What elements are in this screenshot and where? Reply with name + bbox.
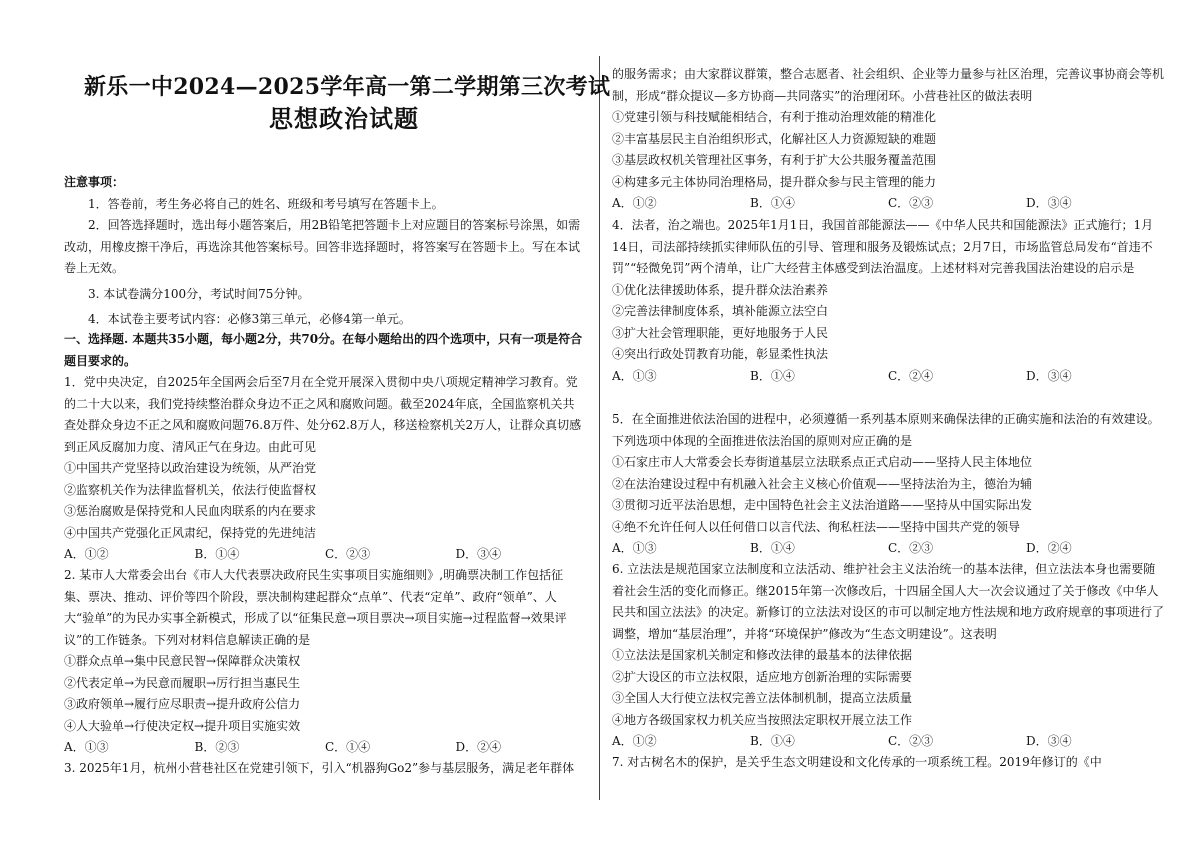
- notice-heading: 注意事项：: [64, 175, 125, 189]
- question-5-statement-1: ①石家庄市人大常委会长寿街道基层立法联系点正式启动——坚持人民主体地位: [612, 455, 1033, 469]
- notice-item-3: 3. 本试卷满分100分，考试时间75分钟。: [88, 286, 310, 301]
- question-5-statement-2: ②在法治建设过程中有机融入社会主义核心价值观——坚持法治为主，德治为辅: [612, 476, 1033, 491]
- question-1-options: [64, 544, 586, 566]
- question-5-stem: 5．在全面推进依法治国的进程中，必须遵循一系列基本原则来确保法律的正确实施和法治的有效建设。下列选项中体现的全面推进依法治国的原则对应正确的是: [612, 412, 1160, 448]
- question-4-options: [612, 366, 1164, 388]
- question-5-options: [612, 538, 1164, 560]
- question-1-stem: 1．党中央决定，自2025年全国两会后至7月在全党开展深入贯彻中央八项规定精神学习教育。党的二十大以来，我们党持续整治群众身边不正之风和腐败问题。截至2024年底，全国监察机关共查处群众身边不正之风和腐败问题76.8万件、处分62.8万人，移送检察机关2万人，让群众真切感到正风反腐加力度、清风正气在身边。由此可见: [64, 375, 582, 454]
- option-b[interactable]: B．①④: [750, 368, 795, 383]
- option-a[interactable]: A．①②: [612, 196, 657, 210]
- question-2-statement-1: ①群众点单→集中民意民智→保障群众决策权: [64, 654, 301, 668]
- option-a[interactable]: A．①③: [64, 740, 109, 754]
- question-4-statement-2: ②完善法律制度体系，填补能源立法空白: [612, 304, 829, 318]
- question-6-stem: 6. 立法法是规范国家立法制度和立法活动、维护社会主义法治统一的基本法律，但立法法本身也需要随着社会生活的变化而修正。继2015年第一次修改后，十四届全国人大一次会议通过了关于修改《中华人民共和国立法法》的决定。新修订的立法法对设区的市可以制定地方性法规和地方政府规章的事项进行了调整，增加“基层治理”，并将“环境保护”修改为“生态文明建设”。这表明: [612, 562, 1165, 641]
- notice-item-1: 1．答卷前，考生务必将自己的姓名、班级和考号填写在答题卡上。: [88, 196, 444, 211]
- question-3-stem-start: 3. 2025年1月，杭州小营巷社区在党建引领下，引入“机器狗Go2”参与基层服务，满足老年群体: [64, 761, 575, 775]
- notice-block: [64, 172, 586, 331]
- question-2-statement-4: ④人大验单→行使决定权→提升项目实施实效: [64, 718, 301, 733]
- option-d[interactable]: D．③④: [1026, 368, 1072, 383]
- option-d[interactable]: D．③④: [455, 547, 502, 561]
- option-c[interactable]: C．②③: [325, 547, 371, 561]
- question-3-stem-continued: 的服务需求；由大家群议群策，整合志愿者、社会组织、企业等力量参与社区治理，完善议事协商会等机制，形成“群众提议—多方协商—共同落实”的治理闭环。小营巷社区的做法表明: [612, 67, 1165, 103]
- section-1: [64, 329, 586, 372]
- question-6-statement-4: ④地方各级国家权力机关应当按照法定职权开展立法工作: [612, 712, 913, 727]
- question-6-statement-1: ①立法法是国家机关制定和修改法律的最基本的法律依据: [612, 648, 913, 662]
- option-a[interactable]: A．①②: [64, 547, 109, 561]
- notice-item-2: 2．回答选择题时，选出每小题答案后，用2B铅笔把答题卡上对应题目的答案标号涂黑，如需改动，用橡皮擦干净后，再选涂其他答案标号。回答非选择题时，将答案写在答题卡上。写在本试卷上无效。: [64, 218, 581, 275]
- option-b[interactable]: B．①④: [750, 734, 795, 748]
- option-a[interactable]: A．①③: [612, 368, 657, 383]
- question-6-statement-2: ②扩大设区的市立法权限，适应地方创新治理的实际需要: [612, 669, 913, 684]
- option-b[interactable]: B．①④: [194, 547, 240, 561]
- question-4-statement-3: ③扩大社会管理职能，更好地服务于人民: [612, 325, 829, 340]
- question-3-options: [612, 193, 1164, 215]
- question-3-statement-4: ④构建多元主体协同治理格局，提升群众参与民主管理的能力: [612, 174, 937, 189]
- question-1-statement-3: ③惩治腐败是保持党和人民血肉联系的内在要求: [64, 504, 317, 518]
- option-c[interactable]: C．②③: [888, 196, 934, 210]
- option-d[interactable]: D．②④: [455, 740, 502, 754]
- question-4-stem: 4．法者，治之端也。2025年1月1日，我国首部能源法——《中华人民共和国能源法》正式施行；1月14日，司法部持续抓实律师队伍的引导、管理和服务及锻炼试点；2月7日，市场监管总局发布“首违不罚”“轻微免罚”两个清单，让广大经营主体感受到法治温度。上述材料对完善我国法治建设的启示是: [612, 218, 1154, 275]
- question-4-statement-4: ④突出行政处罚教育功能，彰显柔性执法: [612, 347, 829, 361]
- question-2-statement-3: ③政府领单→履行应尽职责→提升政府公信力: [64, 697, 301, 711]
- question-1-statement-4: ④中国共产党强化正风肃纪，保持党的先进纯洁: [64, 525, 317, 540]
- question-4: [612, 215, 1164, 387]
- question-3-statement-3: ③基层政权机关管理社区事务，有利于扩大公共服务覆盖范围: [612, 153, 937, 167]
- question-3-statement-1: ①党建引领与科技赋能相结合，有利于推动治理效能的精准化: [612, 110, 937, 124]
- option-d[interactable]: D．②④: [1026, 541, 1072, 555]
- notice-item-4: 4．本试卷主要考试内容：必修3第三单元，必修4第一单元。: [88, 312, 411, 326]
- section-1-heading: 一、选择题. 本题共35小题，每小题2分，共70分。在每小题给出的四个选项中，只有一项是符合题目要求的。: [64, 332, 583, 368]
- question-3-statement-2: ②丰富基层民主自治组织形式，化解社区人力资源短缺的难题: [612, 131, 937, 146]
- question-3-start: [64, 758, 586, 780]
- option-a[interactable]: A．①②: [612, 734, 657, 748]
- question-1: [64, 372, 586, 566]
- question-1-statement-2: ②监察机关作为法律监督机关，依法行使监督权: [64, 482, 317, 497]
- option-a[interactable]: A．①③: [612, 541, 657, 555]
- option-b[interactable]: B．①④: [750, 541, 795, 555]
- option-c[interactable]: C．②③: [888, 541, 934, 555]
- question-2-statement-2: ②代表定单→为民意而履职→厉行担当惠民生: [64, 675, 301, 690]
- question-7-stem-start: 7. 对古树名木的保护，是关乎生态文明建设和文化传承的一项系统工程。2019年修订的《中: [612, 755, 1102, 769]
- exam-subtitle: 思想政治试题: [269, 104, 419, 133]
- question-2-stem: 2. 某市人大常委会出台《市人大代表票决政府民生实事项目实施细则》,明确票决制工作包括征集、票决、推动、评价等四个阶段，票决制构建起群众“点单”、代表“定单”、政府“领单”、人大“验单”的为民办实事全新模式，形成了以“征集民意→项目票决→项目实施→过程监督→效果评议”的工作链条。下列对材料信息解读正确的是: [64, 568, 567, 647]
- option-b[interactable]: B．②③: [194, 740, 240, 754]
- question-5: [612, 409, 1164, 560]
- question-2: [64, 565, 586, 759]
- exam-title: 新乐一中2024—2025学年高一第二学期第三次考试: [84, 74, 611, 100]
- question-7-start: [612, 752, 1164, 774]
- question-4-statement-1: ①优化法律援助体系，提升群众法治素养: [612, 282, 829, 297]
- question-1-statement-1: ①中国共产党坚持以政治建设为统领，从严治党: [64, 461, 317, 475]
- option-d[interactable]: D．③④: [1026, 734, 1072, 748]
- option-c[interactable]: C．②③: [888, 734, 934, 748]
- option-b[interactable]: B．①④: [750, 196, 795, 210]
- option-c[interactable]: C．②④: [888, 368, 934, 383]
- question-5-statement-3: ③贯彻习近平法治思想，走中国特色社会主义法治道路——坚持从中国实际出发: [612, 498, 1033, 512]
- option-c[interactable]: C．①④: [325, 740, 371, 754]
- column-divider: [599, 56, 600, 800]
- question-6: [612, 559, 1164, 753]
- question-2-options: [64, 737, 586, 759]
- question-5-statement-4: ④绝不允许任何人以任何借口以言代法、徇私枉法——坚持中国共产党的领导: [612, 519, 1021, 534]
- question-3: [612, 64, 1164, 215]
- question-6-options: [612, 731, 1164, 753]
- option-d[interactable]: D．③④: [1026, 196, 1072, 210]
- question-6-statement-3: ③全国人大行使立法权完善立法体制机制，提高立法质量: [612, 691, 913, 705]
